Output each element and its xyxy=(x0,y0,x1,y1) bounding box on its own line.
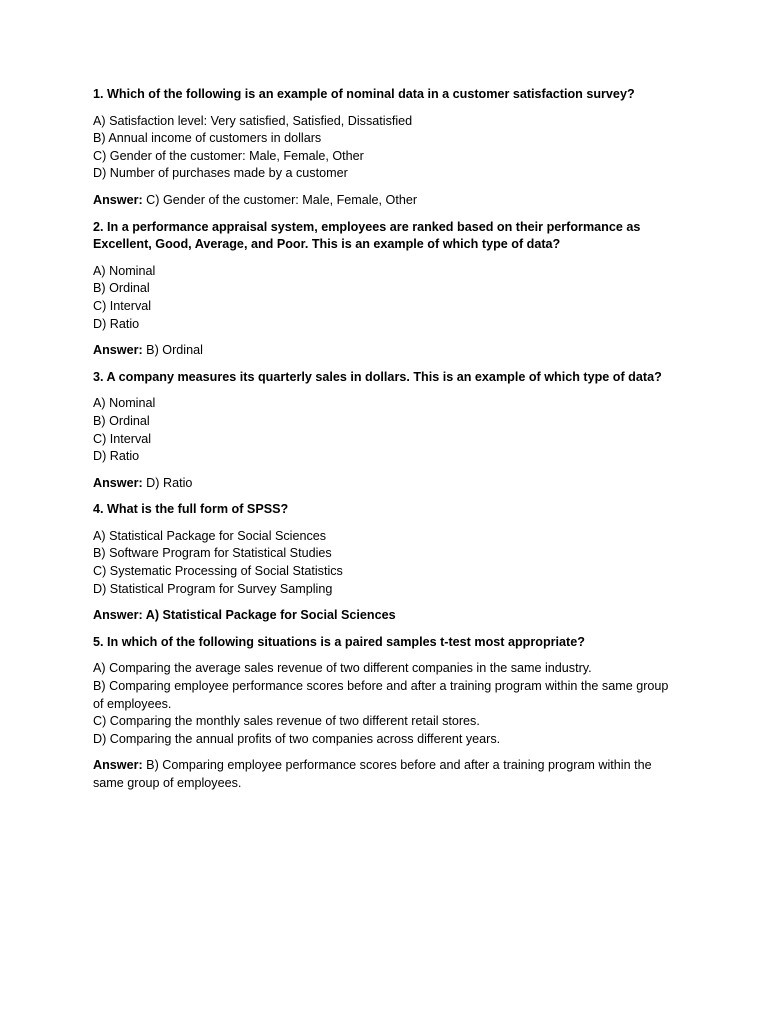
question-text: 3. A company measures its quarterly sales in dollars. This is an example of which type of data? xyxy=(93,369,662,384)
option-c: C) Comparing the monthly sales revenue of two different retail stores. xyxy=(93,714,480,729)
question-block-5 xyxy=(93,634,678,793)
question-text: 1. Which of the following is an example of nominal data in a customer satisfaction survey? xyxy=(93,87,635,101)
option-b: B) Software Program for Statistical Studies xyxy=(93,546,332,561)
option-d: D) Statistical Program for Survey Sampling xyxy=(93,581,333,596)
option-c: C) Interval xyxy=(93,298,152,313)
options-list xyxy=(93,263,678,333)
answer-text: C) Gender of the customer: Male, Female, Other xyxy=(142,192,418,207)
question-block-2 xyxy=(93,219,678,360)
options-list xyxy=(93,528,678,598)
options-list xyxy=(93,395,678,465)
answer-label: Answer: xyxy=(93,192,143,207)
answer-text: B) Comparing employee performance scores before and after a training program within the same group of employees. xyxy=(93,758,652,790)
option-a: A) Satisfaction level: Very satisfied, Satisfied, Dissatisfied xyxy=(93,113,413,128)
option-c: C) Systematic Processing of Social Statistics xyxy=(93,564,343,579)
answer-line xyxy=(93,475,678,493)
answer-line xyxy=(93,757,678,792)
option-b: B) Ordinal xyxy=(93,413,150,428)
answer-line xyxy=(93,192,678,210)
option-a: A) Nominal xyxy=(93,263,156,278)
question-text: 5. In which of the following situations is a paired samples t-test most appropriate? xyxy=(93,634,585,649)
option-b: B) Annual income of customers in dollars xyxy=(93,131,322,146)
question-block-4 xyxy=(93,501,678,625)
answer-text: A) Statistical Package for Social Sciences xyxy=(142,608,396,623)
document-body xyxy=(93,86,678,802)
option-a: A) Nominal xyxy=(93,396,156,411)
option-a: A) Statistical Package for Social Sciences xyxy=(93,528,327,543)
options-list xyxy=(93,113,678,183)
answer-line xyxy=(93,342,678,360)
question-text: 2. In a performance appraisal system, employees are ranked based on their performance as Excellent, Good, Average, and Poor. This is an example of which type of data? xyxy=(93,219,641,252)
answer-label: Answer: xyxy=(93,608,143,623)
option-d: D) Ratio xyxy=(93,449,140,464)
option-d: D) Comparing the annual profits of two companies across different years. xyxy=(93,731,501,746)
answer-label: Answer: xyxy=(93,343,143,358)
question-block-1 xyxy=(93,86,678,210)
answer-text: D) Ratio xyxy=(142,475,193,490)
answer-text: B) Ordinal xyxy=(142,343,203,358)
option-b: B) Ordinal xyxy=(93,281,150,296)
option-a: A) Comparing the average sales revenue of two different companies in the same industry. xyxy=(93,661,592,676)
option-c: C) Interval xyxy=(93,431,152,446)
answer-line xyxy=(93,607,678,625)
answer-label: Answer: xyxy=(93,758,143,773)
option-d: D) Number of purchases made by a customer xyxy=(93,166,348,181)
option-d: D) Ratio xyxy=(93,316,140,331)
question-block-3 xyxy=(93,369,678,493)
question-text: 4. What is the full form of SPSS? xyxy=(93,502,289,517)
options-list xyxy=(93,660,678,748)
option-b: B) Comparing employee performance scores before and after a training program within the same group of employees. xyxy=(93,679,669,711)
option-c: C) Gender of the customer: Male, Female, Other xyxy=(93,148,364,163)
answer-label: Answer: xyxy=(93,475,143,490)
